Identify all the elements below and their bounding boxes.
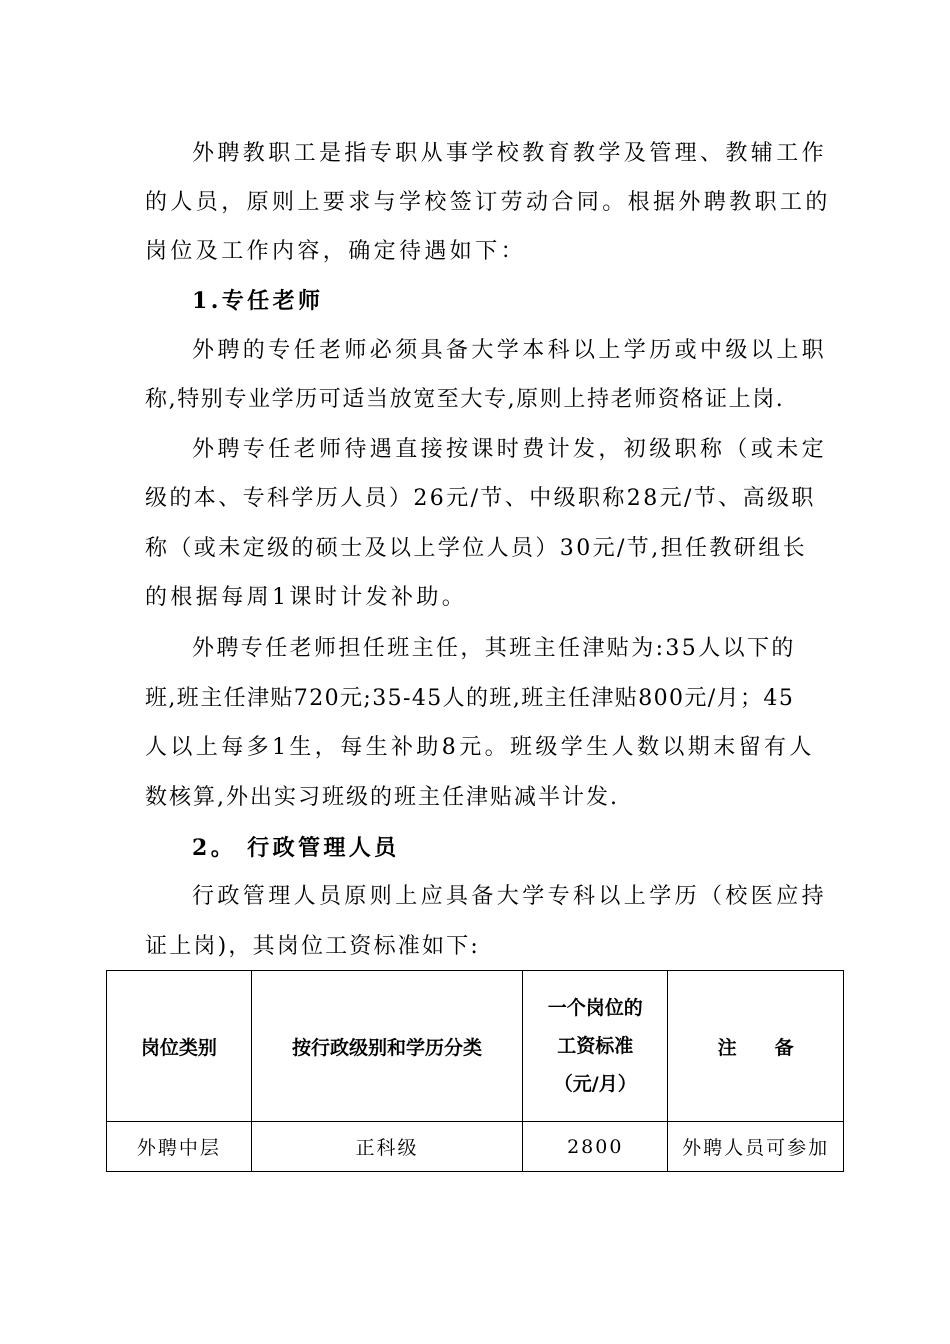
s1-para1-line-1: 外聘的专任老师必须具备大学本科以上学历或中级以上职	[192, 338, 828, 363]
section2-heading: 2。 行政管理人员	[192, 835, 400, 861]
header-remarks: 注 备	[668, 971, 844, 1122]
s1-para2-line-4: 的根据每周1课时计发补助。	[145, 585, 468, 610]
s1-para2-line-3: 称（或未定级的硕士及以上学位人员）30元/节,担任教研组长	[145, 536, 808, 561]
s1-para3-line-3: 人以上每多1生，每生补助8元。班级学生人数以期末留有人	[145, 735, 815, 760]
s1-para3-line-2: 班,班主任津贴720元;35-45人的班,班主任津贴800元/月；45	[145, 686, 795, 711]
s2-para1-line-1: 行政管理人员原则上应具备大学专科以上学历（校医应持	[192, 884, 828, 909]
s1-para1-line-2: 称,特别专业学历可适当放宽至大专,原则上持老师资格证上岗.	[145, 387, 785, 412]
header-category: 岗位类别	[107, 971, 252, 1122]
s1-para3-line-1: 外聘专任老师担任班主任，其班主任津贴为:35人以下的	[192, 636, 796, 661]
section1-heading: 1.专任老师	[192, 288, 324, 314]
table-row	[107, 1122, 844, 1172]
intro-line-3: 岗位及工作内容，确定待遇如下：	[145, 239, 527, 264]
cell-salary: 2800	[523, 1122, 668, 1172]
header-salary-line-1: 一个岗位的	[547, 997, 643, 1019]
header-salary-line-3: （元/月）	[553, 1073, 637, 1095]
s1-para2-line-2: 级的本、专科学历人员）26元/节、中级职称28元/节、高级职	[145, 486, 816, 511]
cell-level: 正科级	[251, 1122, 523, 1172]
header-classification: 按行政级别和学历分类	[251, 971, 523, 1122]
s2-para1-line-2: 证上岗)，其岗位工资标准如下:	[145, 934, 480, 959]
intro-line-2: 的人员，原则上要求与学校签订劳动合同。根据外聘教职工的	[145, 190, 831, 215]
s1-para3-line-4: 数核算,外出实习班级的班主任津贴减半计发.	[145, 785, 619, 810]
cell-category: 外聘中层	[107, 1122, 252, 1172]
salary-table	[106, 970, 844, 1172]
table-header-row	[107, 971, 844, 1122]
header-salary-line-2: 工资标准	[557, 1035, 634, 1057]
header-salary-standard	[523, 971, 668, 1122]
cell-note: 外聘人员可参加	[668, 1122, 844, 1172]
s1-para2-line-1: 外聘专任老师待遇直接按课时费计发，初级职称（或未定	[192, 437, 828, 462]
intro-line-1: 外聘教职工是指专职从事学校教育教学及管理、教辅工作	[192, 141, 828, 166]
